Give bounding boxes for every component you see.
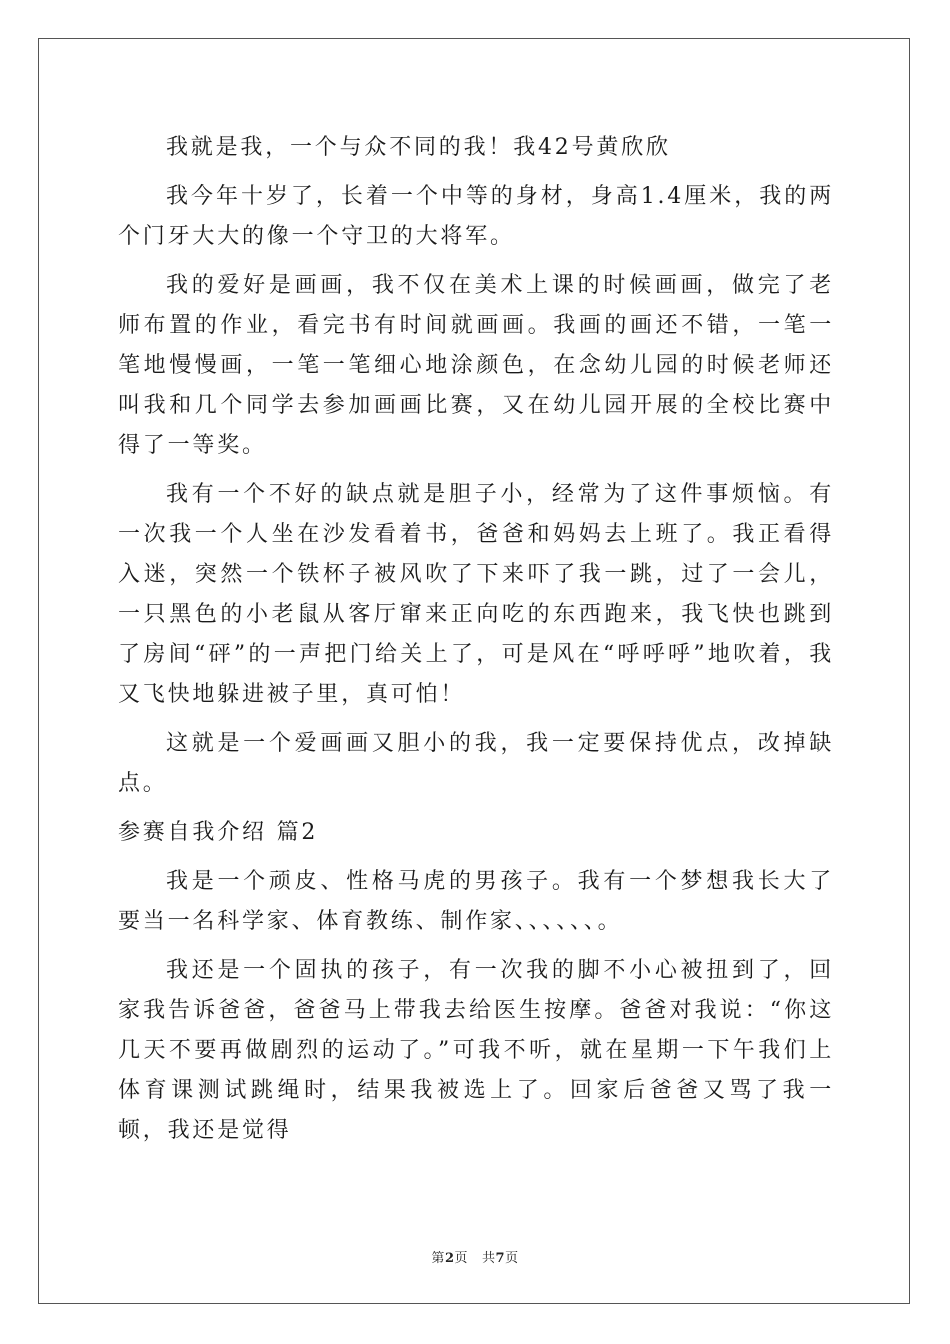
page-suffix: 页 <box>454 1251 468 1266</box>
paragraph-dream: 我是一个顽皮、性格马虎的男孩子。我有一个梦想我长大了要当一名科学家、体育教练、制作家、、、、、、。 <box>118 869 834 934</box>
page-total: 7 <box>495 1251 506 1266</box>
paragraph-conclusion: 这就是一个爱画画又胆小的我，我一定要保持优点，改掉缺点。 <box>118 731 834 796</box>
paragraph-appearance: 我今年十岁了，长着一个中等的身材，身高1.4厘米，我的两个门牙大大的像一个守卫的大将军。 <box>118 184 834 249</box>
page-footer <box>0 1247 950 1266</box>
page-prefix: 第 <box>431 1251 445 1266</box>
paragraph-weakness: 我有一个不好的缺点就是胆子小，经常为了这件事烦恼。有一次我一个人坐在沙发看着书，爸爸和妈妈去上班了。我正看得入迷，突然一个铁杯子被风吹了下来吓了我一跳，过了一会儿，一只黑色的小老鼠从客厅窜来正向吃的东西跑来，我飞快也跳到了房间“砰”的一声把门给关上了，可是风在“呼呼呼”地吹着，我又飞快地躲进被子里，真可怕！ <box>118 482 834 707</box>
section-heading: 参赛自我介绍 篇2 <box>118 820 319 845</box>
page-current: 2 <box>444 1251 455 1266</box>
paragraph-stubborn: 我还是一个固执的孩子，有一次我的脚不小心被扭到了，回家我告诉爸爸，爸爸马上带我去给医生按摩。爸爸对我说：“你这几天不要再做剧烈的运动了。”可我不听，就在星期一下午我们上体育课测试跳绳时，结果我被选上了。回家后爸爸又骂了我一顿，我还是觉得 <box>118 958 834 1143</box>
document-body <box>118 128 834 1160</box>
total-suffix: 页 <box>505 1251 519 1266</box>
paragraph-intro: 我就是我，一个与众不同的我！我42号黄欣欣 <box>166 135 671 160</box>
total-prefix: 共 <box>482 1251 496 1266</box>
paragraph-hobby: 我的爱好是画画，我不仅在美术上课的时候画画，做完了老师布置的作业，看完书有时间就画画。我画的画还不错，一笔一笔地慢慢画，一笔一笔细心地涂颜色，在念幼儿园的时候老师还叫我和几个同学去参加画画比赛，又在幼儿园开展的全校比赛中得了一等奖。 <box>118 273 834 458</box>
